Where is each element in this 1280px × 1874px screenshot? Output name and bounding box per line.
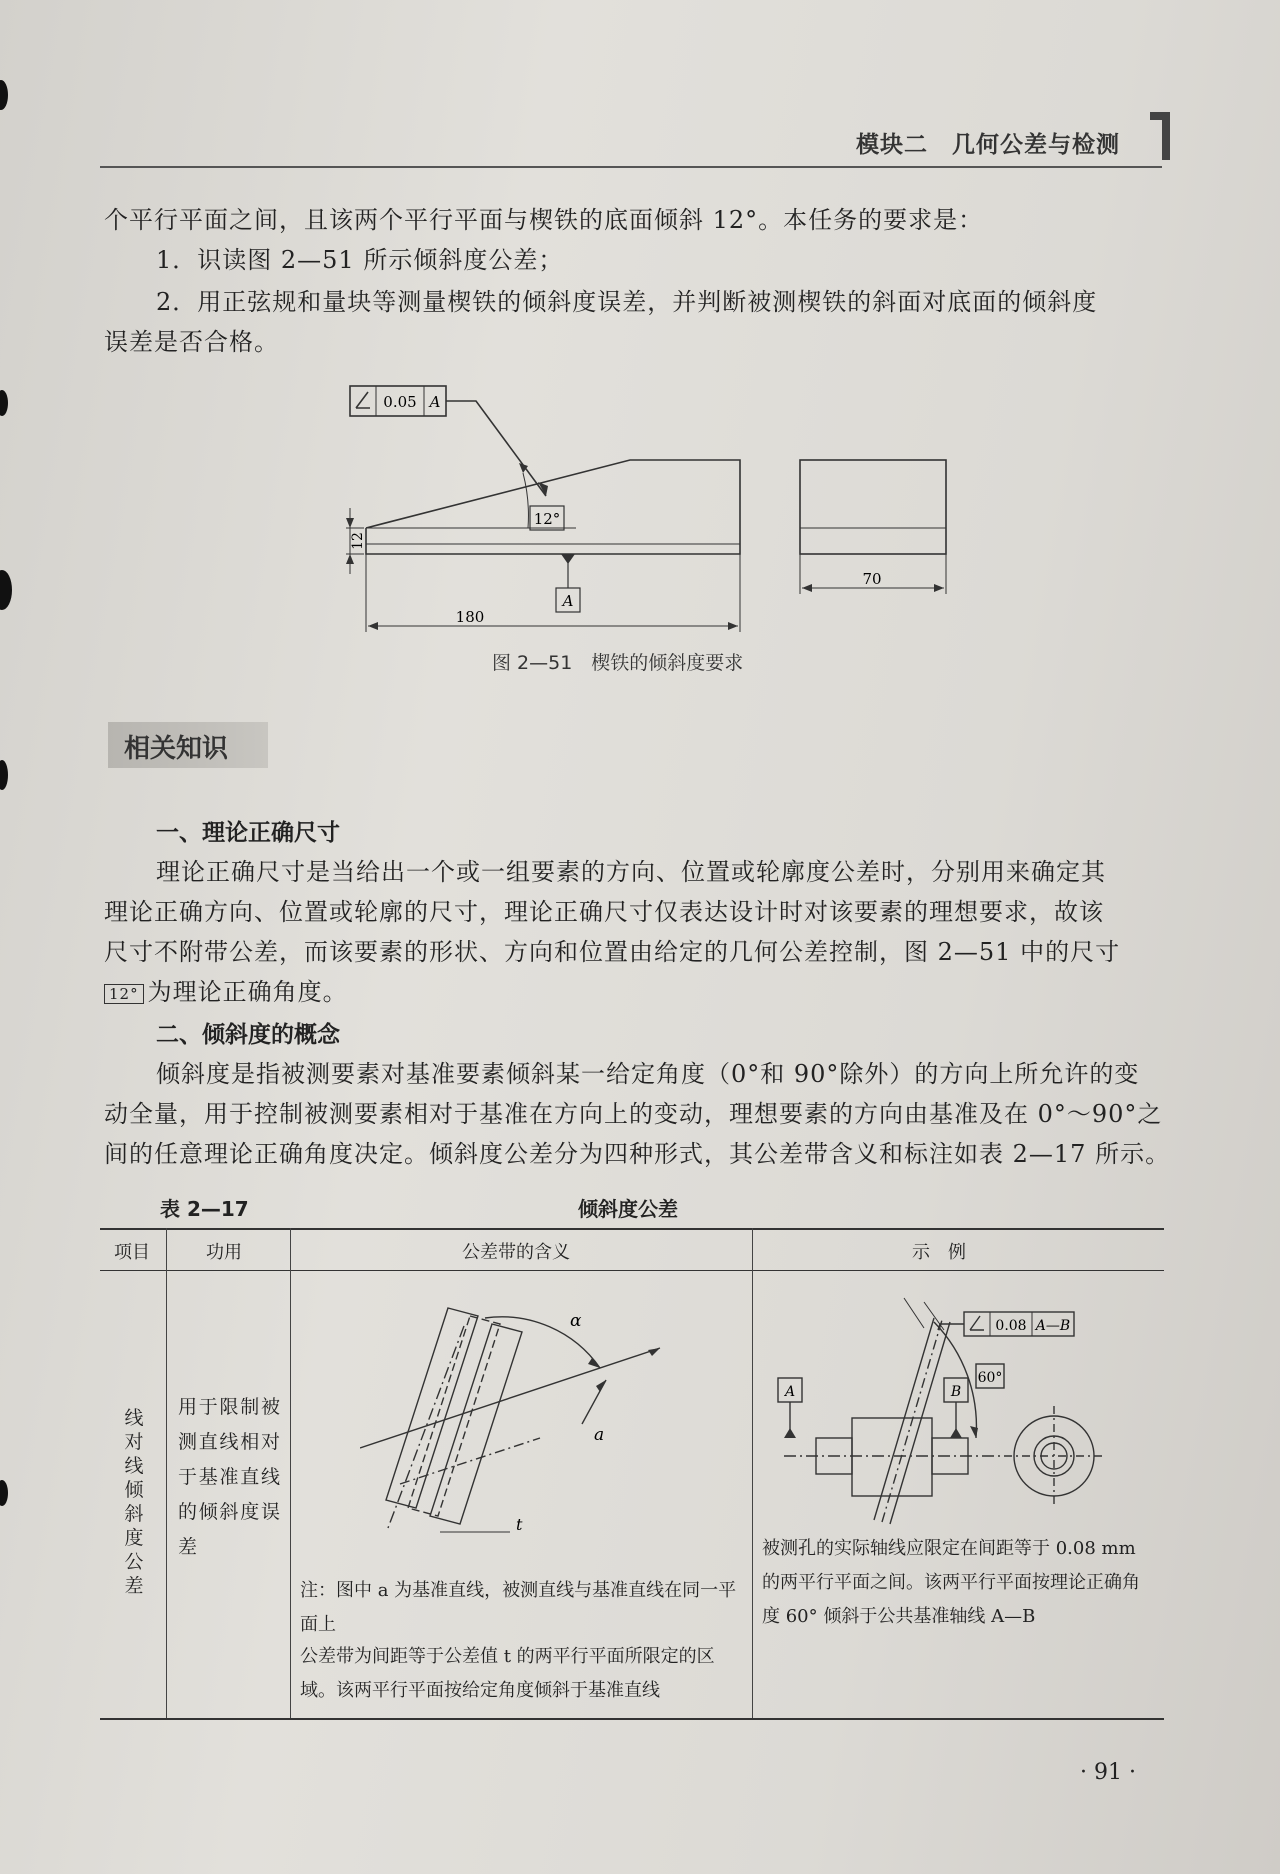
paragraph-text: 为理论正确角度。: [147, 978, 348, 1006]
datum-line: [360, 1348, 660, 1448]
tolerance-zone-diagram: [360, 1298, 750, 1538]
boxed-angle: 12°: [104, 984, 144, 1004]
section-title: 相关知识: [124, 734, 229, 764]
col-divider: [290, 1228, 291, 1718]
task-item-2: 2．用正弦规和量块等测量楔铁的倾斜度误差，并判断被测楔铁的斜面对底面的倾斜度: [156, 288, 1098, 316]
header-title: 模块二 几何公差与检测: [856, 132, 1120, 158]
th-example: 示 例: [912, 1242, 966, 1263]
section-banner: [108, 722, 268, 768]
datum-ref: A: [429, 393, 441, 411]
example-tolerance: 0.08: [995, 1318, 1027, 1334]
page-number: · 91 ·: [1080, 1760, 1136, 1785]
table-number: 表 2—17: [160, 1197, 249, 1221]
t-label: t: [516, 1515, 523, 1534]
angularity-symbol-icon: [356, 392, 370, 408]
binding-hole: [0, 570, 12, 610]
alpha-label: α: [570, 1311, 582, 1331]
task-item-1: 1．识读图 2—51 所示倾斜度公差；: [156, 246, 564, 274]
function-text: 用于限制被测直线相对于基准直线的倾斜度误差: [178, 1396, 280, 1558]
body-line: 个平行平面之间，且该两个平行平面与楔铁的底面倾斜 12°。本任务的要求是：: [104, 206, 984, 234]
length-dim: 180: [455, 608, 485, 626]
th-function: 功用: [206, 1242, 242, 1263]
example-text: 被测孔的实际轴线应限定在间距等于 0.08 mm 的两平行平面之间。该两平行平面按理论正确角度 60° 倾斜于公共基准轴线 A—B: [762, 1538, 1140, 1627]
paragraph-line: 理论正确尺寸是当给出一个或一组要素的方向、位置或轮廓度公差时，分别用来确定其: [156, 858, 1106, 886]
table-title: 倾斜度公差: [578, 1197, 678, 1221]
example-datum: A—B: [1035, 1318, 1071, 1334]
th-meaning: 公差带的含义: [462, 1242, 570, 1263]
figure-caption: 图 2—51 楔铁的倾斜度要求: [492, 652, 744, 674]
datum-label: A: [562, 592, 574, 610]
header-corner-mark: [1150, 112, 1170, 160]
binding-hole: [0, 760, 8, 790]
wedge-drawing: [340, 378, 960, 648]
example-angle: 60°: [977, 1370, 1003, 1386]
table-header-rule: [100, 1270, 1164, 1271]
binding-hole: [0, 80, 8, 110]
paragraph-line: 间的任意理论正确角度决定。倾斜度公差分为四种形式，其公差带含义和标注如表 2—17 所示。: [104, 1140, 1171, 1168]
wedge-outline: [366, 460, 740, 554]
task-item-2-cont: 误差是否合格。: [104, 328, 279, 356]
paragraph-line: 动全量，用于控制被测要素相对于基准在方向上的变动，理想要素的方向由基准及在 0°～90°之: [104, 1100, 1163, 1128]
col-divider: [752, 1228, 753, 1718]
header-rule: [100, 166, 1162, 168]
note-text: 注：图中 a 为基准直线，被测直线与基准直线在同一平面上: [300, 1580, 737, 1635]
table-top-rule: [100, 1228, 1164, 1230]
paragraph-line: 倾斜度是指被测要素对基准要素倾斜某一给定角度（0°和 90°除外）的方向上所允许的变: [156, 1060, 1140, 1088]
tolerance-value: 0.05: [383, 393, 417, 411]
heading-theoretical-dimension: 一、理论正确尺寸: [156, 820, 340, 846]
paragraph-line: 尺寸不附带公差，而该要素的形状、方向和位置由给定的几何公差控制，图 2—51 中的尺寸: [104, 938, 1121, 966]
paragraph-line: 理论正确方向、位置或轮廓的尺寸，理论正确尺寸仅表达设计时对该要素的理想要求，故该: [104, 898, 1104, 926]
example-drawing: [764, 1288, 1160, 1528]
binding-hole: [0, 1480, 8, 1506]
angularity-table: [100, 1228, 1164, 1720]
binding-hole: [0, 390, 8, 416]
table-bottom-rule: [100, 1718, 1164, 1720]
a-label: a: [594, 1425, 605, 1445]
datum-b-label: B: [950, 1384, 962, 1400]
item-name: 线对线倾斜度公差: [124, 1407, 144, 1597]
angularity-symbol-icon: [970, 1316, 984, 1330]
th-item: 项目: [114, 1242, 150, 1263]
datum-a-label: A: [784, 1384, 796, 1400]
width-dim: 70: [862, 570, 882, 588]
col-divider: [166, 1228, 167, 1718]
heading-angularity-concept: 二、倾斜度的概念: [156, 1022, 340, 1048]
side-view: [800, 460, 946, 554]
paragraph-line: [104, 972, 348, 1012]
angle-label: 12°: [533, 510, 561, 528]
zone-definition-text: 公差带为间距等于公差值 t 的两平行平面所限定的区域。该两平行平面按给定角度倾斜于基准直线: [300, 1646, 715, 1701]
height-dim: 12: [350, 532, 366, 550]
